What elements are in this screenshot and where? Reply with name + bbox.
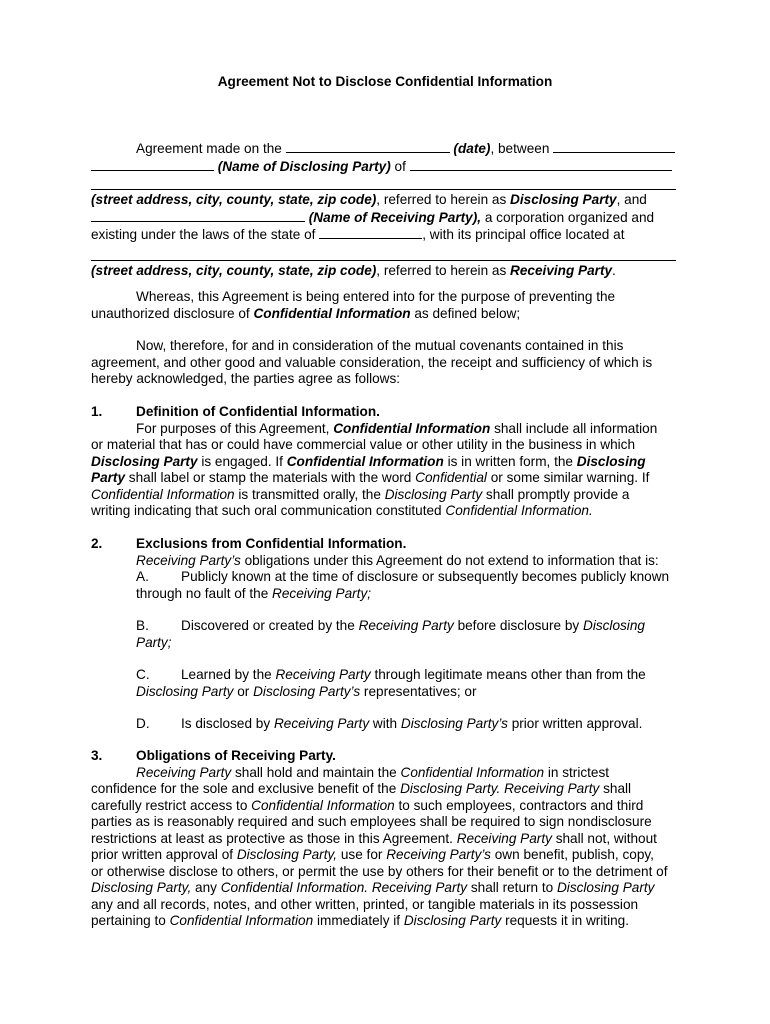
section-2: [91, 536, 681, 733]
s3-text: carefully restrict access to: [91, 797, 248, 813]
exclusion-a-text: Publicly known at the time of disclosure or subsequently becomes publicly known: [181, 569, 670, 584]
s1-text: is transmitted orally, the: [238, 486, 381, 502]
s3-rp: Receiving Party: [504, 781, 600, 796]
of-blank[interactable]: [410, 158, 672, 171]
section-3-number: 3.: [91, 748, 103, 763]
s3-ci: Confidential Information: [251, 797, 395, 813]
exclusion-c-dp: Disclosing Party: [136, 683, 234, 699]
s3-text: parties as is reasonably required and such employees shall be required to sign nondisclosure: [91, 814, 652, 829]
s3-text: requests it in writing.: [505, 913, 629, 928]
exclusion-d-label: D.: [136, 716, 150, 731]
between-blank[interactable]: [553, 140, 675, 153]
s1-ci: Confidential Information.: [445, 503, 593, 518]
s1-ci: Confidential Information: [286, 453, 444, 469]
exclusion-b-rp: Receiving Party: [358, 618, 454, 633]
receiving-address-label: (street address, city, county, state, zip code): [91, 262, 377, 278]
s1-dp: Disclosing Party: [384, 486, 483, 502]
whereas-line-2: unauthorized disclosure of: [91, 305, 250, 321]
section-2-number: 2.: [91, 536, 103, 551]
exclusion-a-rp: Receiving Party;: [272, 585, 372, 601]
s3-dp: Disclosing Party: [403, 913, 502, 928]
s3-text: restrictions at least as protective as those in this Agreement.: [91, 830, 453, 846]
s3-dp: Disclosing Party,: [236, 847, 338, 862]
s1-text: shall include all information: [494, 420, 658, 436]
s3-ci: Confidential Information: [169, 913, 314, 928]
now-therefore-line-3: hereby acknowledged, the parties agree as follows:: [91, 371, 401, 386]
exclusion-c-dp: Disclosing Party’s: [253, 683, 361, 699]
s3-rp: Receiving Party’s: [386, 847, 491, 862]
s3-text: or otherwise disclose to others, or permit the use by others for their benefit or to the detriment of: [91, 863, 668, 879]
s3-dp: Disclosing Party.: [400, 781, 501, 796]
s3-text: shall not, without: [555, 830, 657, 846]
between-text: , between: [490, 141, 550, 156]
s3-text: confidence for the sole and exclusive benefit of the: [91, 781, 397, 796]
s1-conf: Confidential: [415, 470, 487, 485]
date-label: (date): [453, 141, 491, 156]
period: .: [612, 262, 616, 278]
s1-text: shall promptly provide a: [485, 486, 630, 502]
date-blank[interactable]: [286, 140, 450, 153]
s3-rp: Receiving Party: [456, 830, 552, 846]
receiving-name-label: (Name of Receiving Party),: [308, 209, 482, 225]
s3-text: shall: [603, 781, 632, 796]
exclusion-a-text: through no fault of the: [136, 585, 269, 601]
s3-text: in strictest: [547, 764, 610, 780]
disclosing-address-label: (street address, city, county, state, zip code): [91, 192, 377, 207]
now-therefore-line-1: Now, therefore, for and in consideration of the mutual covenants contained in this: [136, 338, 624, 353]
s3-text: prior written approval of: [91, 847, 234, 862]
disclosing-name-blank[interactable]: [91, 158, 214, 171]
existing-text: existing under the laws of the state of: [91, 227, 316, 242]
corp-text: a corporation organized and: [484, 209, 655, 225]
s1-dp: Disclosing Party: [91, 453, 198, 469]
exclusion-c-label: C.: [136, 667, 150, 682]
exclusion-d-dp: Disclosing Party’s: [400, 716, 508, 731]
whereas-line-1: Whereas, this Agreement is being entered into for the purpose of preventing the: [136, 289, 616, 304]
s3-rp: Receiving Party: [136, 764, 232, 780]
receiving-party-term: Receiving Party: [510, 262, 613, 278]
disclosing-name-label: (Name of Disclosing Party): [217, 158, 391, 174]
referred-disclosing-text: , referred to herein as: [376, 192, 507, 207]
s3-text: shall return to: [470, 880, 554, 895]
s1-text: or some similar warning. If: [490, 470, 650, 485]
s3-rp: Receiving Party: [371, 880, 468, 895]
document-title: Agreement Not to Disclose Confidential Information: [217, 74, 553, 89]
referred-receiving-text: , referred to herein as: [376, 262, 507, 278]
exclusion-d-text: with: [372, 716, 398, 731]
s3-ci: Confidential Information.: [220, 880, 369, 895]
now-therefore-line-2: agreement, and other good and valuable consideration, the receipt and sufficiency of which is: [91, 354, 653, 370]
s2-rp: Receiving Party’s: [136, 552, 241, 568]
exclusion-d-rp: Receiving Party: [273, 716, 370, 731]
section-2-heading: Exclusions from Confidential Information.: [136, 536, 407, 551]
s3-text: use for: [340, 847, 383, 862]
whereas-line-3: as defined below;: [414, 305, 521, 321]
s3-text: shall hold and maintain the: [234, 764, 397, 780]
s1-ci: Confidential Information: [333, 420, 491, 436]
s1-ci: Confidential Information: [91, 486, 235, 502]
s3-text: pertaining to: [91, 913, 166, 928]
s3-dp: Disclosing Party: [556, 880, 655, 895]
now-therefore-paragraph: [91, 338, 681, 388]
s3-text: to such employees, contractors and third: [398, 797, 644, 813]
s3-ci: Confidential Information: [400, 764, 545, 780]
s1-text: is engaged. If: [201, 453, 283, 469]
s1-dp: Disclosing: [576, 453, 646, 469]
s2-intro: obligations under this Agreement do not extend to information that is:: [244, 552, 659, 568]
parties-paragraph: [91, 140, 681, 279]
exclusion-a-label: A.: [136, 569, 149, 584]
of-text: of: [394, 158, 406, 174]
exclusion-d-text: prior written approval.: [511, 716, 643, 731]
s1-line: or material that has or could have commercial value or other utility in the business in which: [91, 437, 636, 452]
whereas-ci: Confidential Information: [253, 305, 411, 321]
section-1-number: 1.: [91, 404, 103, 419]
s3-text: own benefit, publish, copy,: [494, 847, 654, 862]
s1-text: shall label or stamp the materials with the word: [128, 470, 412, 485]
section-3: [91, 748, 681, 930]
made-on-text: Agreement made on the: [136, 141, 282, 156]
section-1: [91, 404, 681, 520]
exclusion-b-label: B.: [136, 618, 149, 633]
s3-text: any and all records, notes, and other written, printed, or tangible materials in its possession: [91, 896, 639, 912]
and-text: , and: [616, 192, 647, 207]
whereas-paragraph: [91, 289, 681, 322]
disclosing-party-term: Disclosing Party: [510, 192, 617, 207]
state-blank[interactable]: [319, 226, 422, 239]
exclusion-c-text: or: [237, 683, 250, 699]
exclusion-b-dp: Party;: [136, 634, 172, 650]
exclusion-c-text: Learned by the: [181, 667, 272, 682]
s3-dp: Disclosing Party,: [91, 880, 192, 895]
exclusion-b-dp: Disclosing: [583, 618, 645, 633]
exclusion-c-rp: Receiving Party: [275, 667, 371, 682]
exclusion-c-text: through legitimate means other than from the: [374, 667, 646, 682]
s3-text: any: [195, 880, 217, 895]
s1-text: For purposes of this Agreement,: [136, 420, 330, 436]
exclusion-b-text: before disclosure by: [457, 618, 580, 633]
s1-text: writing indicating that such oral communication constituted: [91, 503, 442, 518]
s3-text: immediately if: [316, 913, 401, 928]
receiving-name-blank[interactable]: [91, 209, 305, 222]
exclusion-c-text: representatives; or: [363, 683, 477, 699]
section-3-heading: Obligations of Receiving Party.: [136, 748, 336, 763]
s1-text: is in written form, the: [447, 453, 573, 469]
receiving-address-blank[interactable]: [91, 246, 676, 261]
s1-dp: Party: [91, 470, 126, 485]
section-1-heading: Definition of Confidential Information.: [136, 404, 380, 419]
exclusion-b-text: Discovered or created by the: [181, 618, 355, 633]
disclosing-address-blank[interactable]: [91, 175, 676, 190]
exclusion-d-text: Is disclosed by: [181, 716, 271, 731]
principal-office-text: , with its principal office located at: [422, 227, 625, 242]
